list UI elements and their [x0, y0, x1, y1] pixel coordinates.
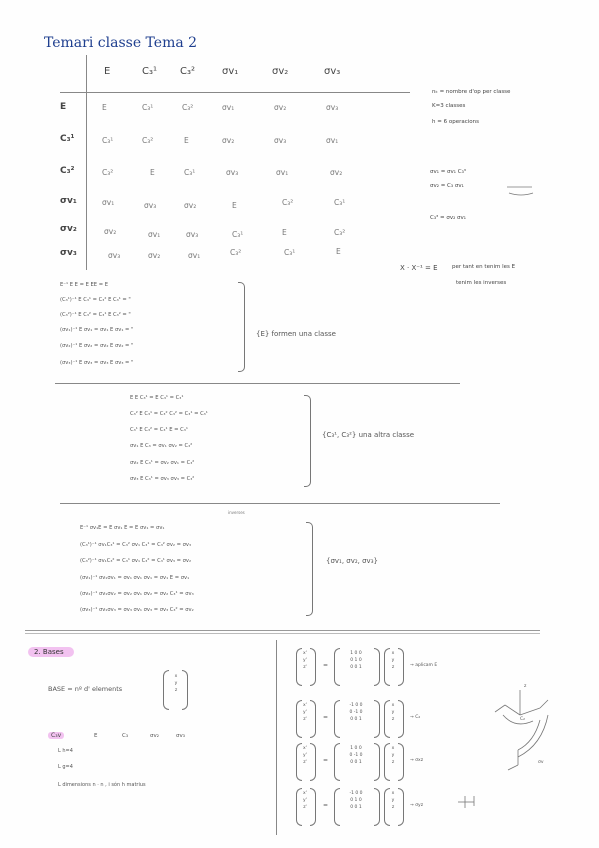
- equals-sign: =: [323, 757, 329, 764]
- table-cell: E: [232, 201, 237, 210]
- table-cell: C₃¹: [284, 248, 296, 257]
- table-cell: σv₁: [188, 251, 201, 260]
- row-label: E: [60, 102, 67, 112]
- row-label: σv₃: [60, 248, 77, 258]
- sketch-label-c2: C₂: [520, 717, 525, 722]
- table-cell: C₃¹: [102, 136, 114, 145]
- table-cell: σv₂: [330, 168, 343, 177]
- matrix-label: → σxz: [410, 758, 424, 763]
- calc-line: (σv₁)⁻¹ E σv₁ = σv₁ E σv₁ = ": [60, 327, 134, 333]
- calc-line: (C₃²)⁻¹ E C₃² = C₃¹ E C₃² = ": [60, 312, 131, 318]
- table-cell: σv₁: [276, 168, 289, 177]
- table-cell: C₃²: [282, 198, 294, 207]
- note-inverse-eq: X · X⁻¹ = E: [400, 264, 438, 272]
- matrix-row: 0 0 1: [350, 717, 362, 722]
- vec-entry: x': [303, 703, 307, 708]
- equals-sign: =: [323, 662, 329, 669]
- table-cell: σv₁: [222, 103, 235, 112]
- header-sv3: σv₃: [176, 733, 185, 739]
- row-label: C₃¹: [60, 134, 75, 144]
- table-cell: C₃²: [230, 248, 242, 257]
- matrix-row: -1 0 0: [349, 703, 363, 708]
- vec-entry: y': [303, 658, 307, 663]
- vec-entry: x: [391, 651, 395, 656]
- bond: [540, 700, 548, 708]
- table-cell: σv₃: [326, 103, 339, 112]
- matrix-row: 0 1 0: [350, 658, 362, 663]
- vec-entry: y': [303, 753, 307, 758]
- calc-line: σv₂ E C₃¹ = σv₂ σv₁ = C₃²: [130, 460, 195, 466]
- calc-line: (σv₂)⁻¹ σv₁σv₂ = σv₂ σv₁ σv₂ = σv₂ C₃¹ = σv₃: [80, 591, 194, 597]
- matrix-row: 0 0 1: [350, 665, 362, 670]
- vec-entry: x': [303, 651, 307, 656]
- col-header: σv₃: [324, 66, 341, 77]
- col-header: E: [104, 66, 111, 77]
- table-cell: σv₃: [226, 168, 239, 177]
- bond: [495, 705, 505, 712]
- page-title: Temari classe Tema 2: [44, 35, 198, 51]
- vec-entry: y: [391, 753, 395, 758]
- table-cell: C₃¹: [232, 230, 244, 239]
- bases-line: L h=4: [58, 748, 73, 754]
- calc-line: (σv₃)⁻¹ E σv₃ = σv₃ E σv₃ = ": [60, 360, 134, 366]
- col-header: σv₂: [272, 66, 289, 77]
- calc-line: (σv₂)⁻¹ E σv₂ = σv₂ E σv₂ = ": [60, 343, 134, 349]
- matrix-row: 0 -1 0: [349, 710, 363, 715]
- vec-entry: z: [391, 717, 395, 722]
- calc-line: E⁻¹ E E = E EE = E: [60, 282, 108, 288]
- table-cell: σv₃: [186, 230, 199, 239]
- vec-entry: x: [391, 746, 395, 751]
- header-c3: C₃: [122, 733, 129, 739]
- row-label: C₃²: [60, 166, 75, 176]
- col-header: C₃²: [180, 66, 195, 77]
- note-arc: [509, 193, 533, 195]
- note-k: K=3 classes: [432, 103, 466, 109]
- vec-entry: y: [391, 710, 395, 715]
- matrix-row: 1 0 0: [350, 746, 362, 751]
- class-conclusion: {C₃¹, C₃²} una altra classe: [322, 431, 415, 439]
- row-label: σv₂: [60, 224, 77, 234]
- vec-entry: z': [303, 805, 307, 810]
- table-cell: σv₂: [184, 201, 197, 210]
- table-cell: σv₂: [222, 136, 235, 145]
- vec-entry: z: [391, 805, 395, 810]
- note-rel3: C₃³ = σv₂ σv₁: [430, 215, 466, 221]
- note-n: nₖ = nombre d'op per classe: [432, 89, 511, 95]
- matrix-row: 0 0 1: [350, 805, 362, 810]
- vec-entry: z: [174, 688, 178, 693]
- table-cell: σv₃: [274, 136, 287, 145]
- inverses-note: inverses: [228, 510, 245, 515]
- sketch-label-sv: σv: [538, 760, 544, 765]
- matrix-row: 0 0 1: [350, 760, 362, 765]
- vec-entry: x: [391, 791, 395, 796]
- vec-entry: z': [303, 665, 307, 670]
- table-cell: C₃¹: [334, 198, 346, 207]
- bases-line: L g=4: [58, 764, 73, 770]
- calc-line: σv₃ E C₃¹ = σv₃ σv₃ = C₃²: [130, 476, 195, 482]
- calc-line: (C₃²)⁻¹ σv₁C₃² = C₃¹ σv₁ C₃² = C₃¹ σv₃ = σv₂: [80, 558, 192, 564]
- table-cell: C₃²: [142, 136, 154, 145]
- matrix-label: → C₂: [410, 715, 421, 720]
- note-rel1: σv₁ = σv₁ C₃³: [430, 169, 466, 175]
- table-cell: E: [102, 103, 107, 112]
- matrix-row: 0 -1 0: [349, 753, 363, 758]
- calc-line: C₃² E C₃¹ = C₃² C₃² = C₃¹ = C₃¹: [130, 411, 208, 417]
- sketch-label-z: z: [524, 684, 527, 689]
- table-cell: C₃²: [102, 168, 114, 177]
- table-cell: E: [282, 228, 287, 237]
- note-h: h = 6 operacions: [432, 119, 479, 125]
- table-cell: σv₂: [274, 103, 287, 112]
- calc-line: E E C₃¹ = E C₃¹ = C₃¹: [130, 395, 184, 401]
- table-cell: σv₁: [148, 230, 161, 239]
- calc-line: C₃¹ E C₃² = C₃¹ E = C₃¹: [130, 427, 188, 433]
- table-cell: σv₁: [326, 136, 339, 145]
- base-text: BASE = nº d' elements: [48, 685, 123, 693]
- vec-entry: z: [391, 760, 395, 765]
- calc-line: (C₃¹)⁻¹ σv₁C₃¹ = C₃² σv₁ C₃¹ = C₃² σv₂ = σv₃: [80, 542, 192, 548]
- vec-entry: y: [174, 681, 178, 686]
- matrix-row: -1 0 0: [349, 791, 363, 796]
- table-cell: σv₂: [148, 251, 161, 260]
- calc-line: σv₁ E C₃ = σv₁ σv₂ = C₃²: [130, 443, 193, 449]
- table-cell: σv₂: [104, 227, 117, 236]
- table-cell: E: [336, 247, 341, 256]
- matrix-row: 0 1 0: [350, 798, 362, 803]
- header-sv2: σv₂: [150, 733, 159, 739]
- note-inverse-text1: per tant en tenim les E: [452, 264, 516, 270]
- note-inverse-text2: tenim les inverses: [456, 280, 507, 286]
- table-cell: σv₁: [102, 198, 115, 207]
- equals-sign: =: [323, 714, 329, 721]
- vec-entry: y': [303, 710, 307, 715]
- calc-line: E⁻¹ σv₁E = E σv₁ E = E σv₁ = σv₁: [80, 525, 165, 531]
- col-header: C₃¹: [142, 66, 157, 77]
- table-cell: E: [150, 168, 155, 177]
- mirror-arc: [518, 720, 540, 750]
- table-cell: C₃¹: [142, 103, 154, 112]
- rotation-arc: [503, 715, 533, 724]
- vec-entry: y: [391, 798, 395, 803]
- bond: [520, 708, 540, 715]
- table-cell: C₃²: [182, 103, 194, 112]
- table-cell: σv₃: [144, 201, 157, 210]
- vec-entry: x': [303, 791, 307, 796]
- bond: [508, 765, 518, 770]
- vec-entry: z': [303, 717, 307, 722]
- vec-entry: z': [303, 760, 307, 765]
- group-label: C₃v: [48, 732, 64, 739]
- equals-sign: =: [323, 802, 329, 809]
- col-header: σv₁: [222, 66, 239, 77]
- class-conclusion: {σv₁, σv₂, σv₃}: [326, 557, 378, 565]
- table-cell: σv₃: [108, 251, 121, 260]
- matrix-label: → aplicam E: [410, 663, 438, 668]
- note-rel2: σv₂ = C₃ σv₁: [430, 183, 464, 189]
- vec-entry: x: [391, 703, 395, 708]
- vec-entry: y': [303, 798, 307, 803]
- bases-line: L dimensions n · n , i són h matrius: [58, 782, 146, 788]
- row-label: σv₁: [60, 196, 77, 206]
- calc-line: (C₃¹)⁻¹ E C₃¹ = C₃² E C₃¹ = ": [60, 297, 131, 303]
- calc-line: (σv₁)⁻¹ σv₁σv₁ = σv₁ σv₁ σv₁ = σv₁ E = σv₁: [80, 575, 190, 581]
- bond: [505, 705, 520, 715]
- class-conclusion: {E} formen una classe: [256, 330, 336, 338]
- vec-entry: x: [174, 674, 178, 679]
- vec-entry: z: [391, 665, 395, 670]
- matrix-row: 1 0 0: [350, 651, 362, 656]
- section-badge: 2. Bases: [28, 647, 74, 657]
- calc-line: (σv₃)⁻¹ σv₁σv₃ = σv₃ σv₁ σv₃ = σv₃ C₃² = σv₂: [80, 607, 194, 613]
- table-cell: E: [184, 136, 189, 145]
- header-e: E: [94, 733, 98, 739]
- matrix-label: → σyz: [410, 803, 424, 808]
- vec-entry: x': [303, 746, 307, 751]
- vec-entry: y: [391, 658, 395, 663]
- table-cell: C₃¹: [184, 168, 196, 177]
- table-cell: C₃²: [334, 228, 346, 237]
